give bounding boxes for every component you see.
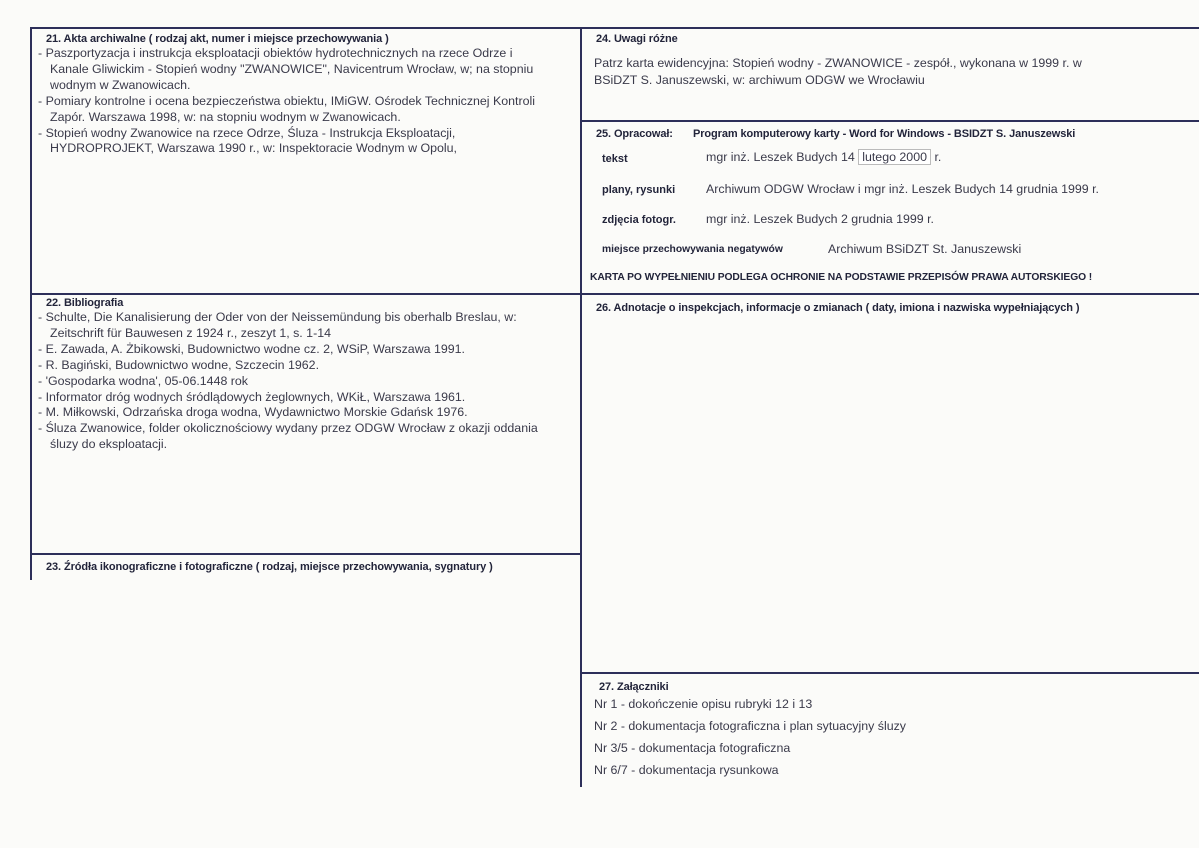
left-column-rule (30, 27, 32, 580)
list-item: - Pomiary kontrolne i ocena bezpieczeństwa obiektu, IMiGW. Ośrodek Technicznej Kontroli Zapór. Warszawa 1998, w: na stopniu wodnym w Zwanowicach. (38, 94, 538, 126)
section-26-title: 26. Adnotacje o inspekcjach, informacje o zmianach ( daty, imiona i nazwiska wypełniających ) (596, 302, 1080, 314)
section-27-title: 27. Załączniki (599, 681, 669, 693)
divider-22-23 (30, 553, 581, 555)
section-23-title: 23. Źródła ikonograficzne i fotograficzne ( rodzaj, miejsce przechowywania, sygnatury ) (46, 561, 493, 573)
section-21-list (38, 46, 538, 157)
list-item: - M. Miłkowski, Odrzańska droga wodna, Wydawnictwo Morskie Gdańsk 1976. (38, 405, 538, 421)
section-21-title: 21. Akta archiwalne ( rodzaj akt, numer i miejsce przechowywania ) (46, 33, 389, 45)
divider-26-27 (581, 672, 1199, 674)
list-item: Nr 3/5 - dokumentacja fotograficzna (594, 741, 791, 755)
list-item: - Śluza Zwanowice, folder okolicznościowy wydany przez ODGW Wrocław z okazji oddania śluzy do eksploatacji. (38, 421, 538, 453)
section-25-title: 25. Opracował: (596, 128, 673, 140)
list-item: - Schulte, Die Kanalisierung der Oder von der Neissemündung bis oberhalb Breslau, w: Zeitschrift für Bauwesen z 1924 r., zeszyt 1, s. 1-14 (38, 310, 538, 342)
zdjecia-value: mgr inż. Leszek Budych 2 grudnia 1999 r. (706, 212, 934, 226)
copyright-warning: KARTA PO WYPEŁNIENIU PODLEGA OCHRONIE NA PODSTAWIE PRZEPISÓW PRAWA AUTORSKIEGO ! (590, 272, 1093, 283)
tekst-value (706, 150, 941, 164)
top-border (30, 27, 1199, 29)
list-item: - Stopień wodny Zwanowice na rzece Odrze, Śluza - Instrukcja Eksploatacji, HYDROPROJEKT, Warszawa 1990 r., w: Inspektoracie Wodnym w Opolu, (38, 126, 538, 158)
tekst-date: lutego 2000 (858, 149, 931, 165)
section-24-title: 24. Uwagi różne (596, 33, 678, 45)
section-24-line-2: BSiDZT S. Januszewski, w: archiwum ODGW we Wrocławiu (594, 73, 925, 87)
list-item: - 'Gospodarka wodna', 05-06.1448 rok (38, 374, 538, 390)
tekst-suffix: r. (934, 150, 942, 164)
negatywy-value: Archiwum BSiDZT St. Januszewski (828, 242, 1022, 256)
divider-24-25 (581, 120, 1199, 122)
section-25-program: Program komputerowy karty - Word for Windows - BSIDZT S. Januszewski (693, 128, 1076, 140)
section-24-line-1: Patrz karta ewidencyjna: Stopień wodny - ZWANOWICE - zespół., wykonana w 1999 r. w (594, 56, 1082, 70)
list-item: - R. Bagiński, Budownictwo wodne, Szczecin 1962. (38, 358, 538, 374)
list-item: Nr 6/7 - dokumentacja rysunkowa (594, 763, 779, 777)
tekst-author: mgr inż. Leszek Budych 14 (706, 150, 855, 164)
section-22-title: 22. Bibliografia (46, 297, 124, 309)
list-item: - Informator dróg wodnych śródlądowych żeglownych, WKiŁ, Warszawa 1961. (38, 390, 538, 406)
list-item: - E. Zawada, A. Żbikowski, Budownictwo wodne cz. 2, WSiP, Warszawa 1991. (38, 342, 538, 358)
list-item: Nr 2 - dokumentacja fotograficzna i plan sytuacyjny śluzy (594, 719, 906, 733)
section-22-list (38, 310, 538, 453)
plany-value: Archiwum ODGW Wrocław i mgr inż. Leszek Budych 14 grudnia 1999 r. (706, 182, 1099, 196)
zdjecia-label: zdjęcia fotogr. (602, 214, 676, 226)
list-item: - Paszportyzacja i instrukcja eksploatacji obiektów hydrotechnicznych na rzece Odrze i Kanale Gliwickim - Stopień wodny "ZWANOWICE", Navicentrum Wrocław, w; na stopniu wodnym w Zwanowicach. (38, 46, 538, 94)
list-item: Nr 1 - dokończenie opisu rubryki 12 i 13 (594, 697, 813, 711)
tekst-label: tekst (602, 153, 628, 165)
negatywy-label: miejsce przechowywania negatywów (602, 244, 783, 255)
plany-label: plany, rysunki (602, 184, 676, 196)
divider-21-22 (30, 293, 1199, 295)
